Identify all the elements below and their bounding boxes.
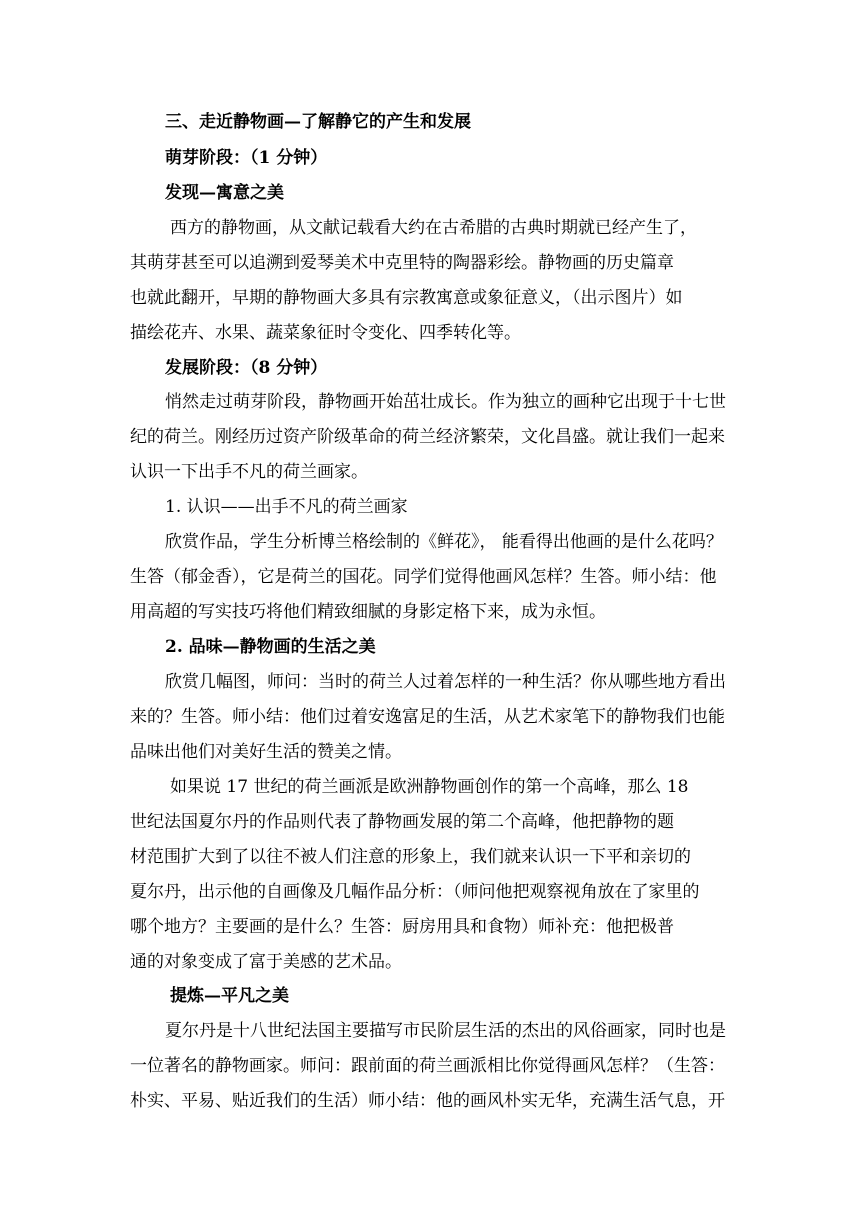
para2-line: 认识一下出手不凡的荷兰画家。	[130, 462, 368, 482]
para2-line: 纪的荷兰。刚经历过资产阶级革命的荷兰经济繁荣，文化昌盛。就让我们一起来	[130, 427, 725, 447]
discover-heading: 发现—寓意之美	[165, 183, 284, 203]
para4-line: 欣赏几幅图，师问：当时的荷兰人过着怎样的一种生活？你从哪些地方看出	[165, 672, 726, 692]
para3-line: 用高超的写实技巧将他们精致细腻的身影定格下来，成为永恒。	[130, 602, 606, 622]
item1-heading: 1. 认识——出手不凡的荷兰画家	[165, 497, 408, 517]
para3-line: 欣赏作品，学生分析博兰格绘制的《鲜花》， 能看得出他画的是什么花吗？	[165, 532, 723, 552]
para6-line: 夏尔丹是十八世纪法国主要描写市民阶层生活的杰出的风俗画家，同时也是	[165, 1021, 726, 1041]
para1-line: 描绘花卉、水果、蔬菜象征时令变化、四季转化等。	[130, 323, 521, 343]
para5-line: 通的对象变成了富于美感的艺术品。	[130, 952, 402, 972]
para1-line: 西方的静物画，从文献记载看大约在古希腊的古典时期就已经产生了，	[170, 218, 697, 238]
para4-line: 来的？生答。师小结：他们过着安逸富足的生活，从艺术家笔下的静物我们也能	[130, 707, 725, 727]
para5-line: 如果说 17 世纪的荷兰画派是欧洲静物画创作的第一个高峰，那么 18	[170, 777, 689, 797]
para5-line: 哪个地方？主要画的是什么？生答：厨房用具和食物）师补充：他把极普	[130, 917, 674, 937]
para5-line: 世纪法国夏尔丹的作品则代表了静物画发展的第二个高峰，他把静物的题	[130, 812, 674, 832]
section-heading: 三、走近静物画—了解静它的产生和发展	[165, 112, 471, 132]
para1-line: 其萌芽甚至可以追溯到爱琴美术中克里特的陶器彩绘。静物画的历史篇章	[130, 253, 674, 273]
stage2-heading: 发展阶段：（8 分钟）	[165, 358, 328, 378]
para4-line: 品味出他们对美好生活的赞美之情。	[130, 742, 402, 762]
para6-line: 一位著名的静物画家。师问：跟前面的荷兰画派相比你觉得画风怎样？（生答：	[130, 1056, 725, 1076]
para5-line: 材范围扩大到了以往不被人们注意的形象上，我们就来认识一下平和亲切的	[130, 847, 691, 867]
para5-line: 夏尔丹，出示他的自画像及几幅作品分析：（师问他把观察视角放在了家里的	[130, 882, 700, 902]
para1-line: 也就此翻开，早期的静物画大多具有宗教寓意或象征意义，（出示图片）如	[130, 288, 683, 308]
item2-heading: 2. 品味—静物画的生活之美	[165, 637, 376, 657]
para3-line: 生答（郁金香），它是荷兰的国花。同学们觉得他画风怎样？生答。师小结：他	[130, 567, 717, 587]
para6-line: 朴实、平易、贴近我们的生活）师小结：他的画风朴实无华，充满生活气息，开	[130, 1091, 725, 1111]
stage1-heading: 萌芽阶段：（1 分钟）	[165, 148, 328, 168]
para2-line: 悄然走过萌芽阶段，静物画开始茁壮成长。作为独立的画种它出现于十七世	[165, 392, 726, 412]
refine-heading: 提炼—平凡之美	[170, 986, 289, 1006]
